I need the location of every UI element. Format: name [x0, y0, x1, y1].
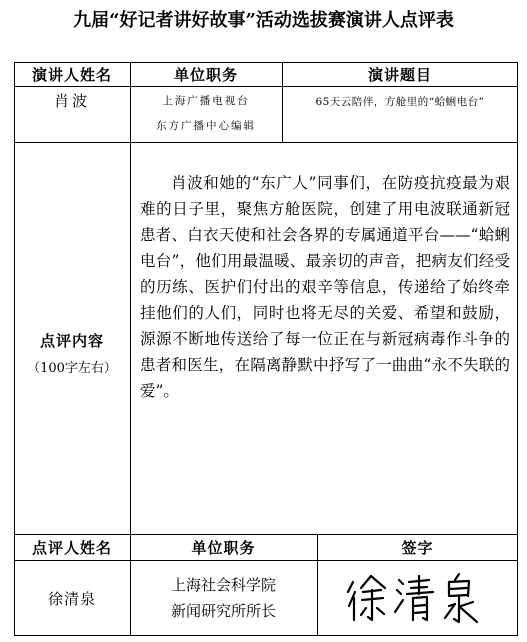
signature-header: 签字 [401, 538, 434, 557]
reviewer-unit-header: 单位职务 [191, 538, 256, 557]
comment-paragraph: 肖波和她的“东广人”同事们，在防疫抗疫最为艰难的日子里，聚焦方舱医院，创建了用电波联通新冠患者、白衣天使和社会各界的专属通道平台——“蛤蜊电台”，他们用最温暖、最亲切的声音，把病友们经受的历练、医护们付出的艰辛等信息，传递给了始终牵挂他们的人们，同时也将无尽的关爱、希望和鼓励，源源不断地传送给了每一位正在与新冠病毒作斗争的患者和医生，在隔离静默中抒写了一曲曲“永不失联的爱”。 [140, 174, 510, 400]
handwritten-signature [345, 568, 495, 628]
reviewer-unit-line2: 新闻研究所所长 [170, 602, 276, 620]
speaker-unit-line1: 上海广播电视台 [162, 95, 250, 107]
unit-position-header: 单位职务 [173, 65, 238, 84]
speaker-unit-line2: 东方广播中心编辑 [156, 120, 256, 132]
reviewer-unit [130, 560, 317, 636]
comment-content [140, 170, 510, 404]
comment-length-note: （100字左右） [27, 361, 117, 376]
speaker-name: 肖波 [53, 91, 90, 110]
comment-label-block [14, 330, 130, 380]
page-title: 九届“好记者讲好故事”活动选拔赛演讲人点评表 [73, 10, 454, 31]
speaker-unit [130, 86, 282, 142]
comment-label: 点评内容 [39, 332, 104, 350]
reviewer-name-header: 点评人姓名 [31, 538, 112, 557]
speech-topic: 65天云陪伴，方舱里的“蛤蜊电台” [315, 95, 485, 108]
speech-topic-header: 演讲题目 [367, 65, 432, 84]
reviewer-unit-line1: 上海社会科学院 [170, 576, 276, 594]
speaker-name-header: 演讲人姓名 [31, 65, 112, 84]
row-divider [14, 142, 518, 143]
reviewer-name: 徐清泉 [47, 589, 96, 608]
